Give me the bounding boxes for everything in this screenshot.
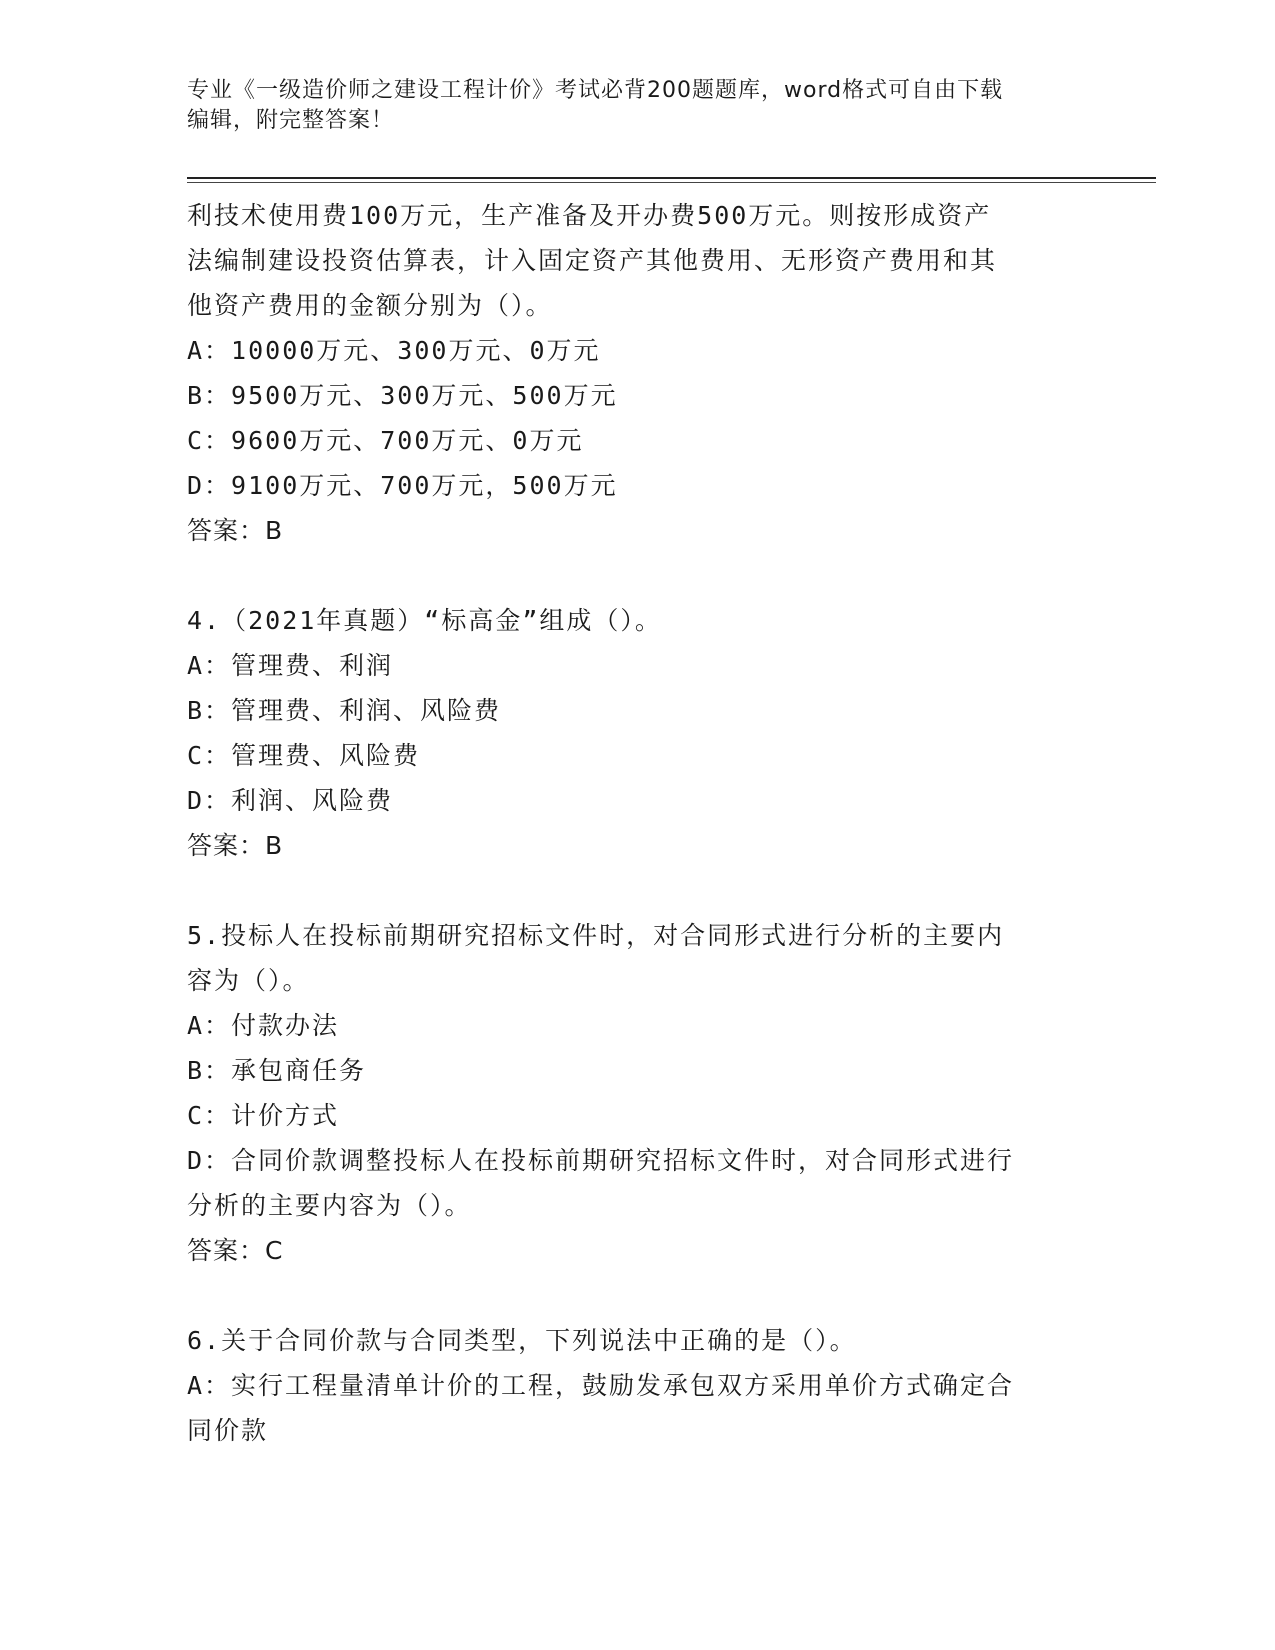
option-d: D：9100万元、700万元，500万元 xyxy=(187,471,618,500)
option-c: C：计价方式 xyxy=(187,1101,340,1130)
option-a: A：10000万元、300万元、0万元 xyxy=(187,336,601,365)
option-c: C：管理费、风险费 xyxy=(187,741,421,770)
option-b: B：承包商任务 xyxy=(187,1056,367,1085)
question-6 xyxy=(187,1318,1087,1453)
option-d: D：利润、风险费 xyxy=(187,786,394,815)
option-b: B：管理费、利润、风险费 xyxy=(187,696,502,725)
question-stem-line: 4.（2021年真题）“标高金”组成（）。 xyxy=(187,606,662,635)
header-divider-thin xyxy=(187,182,1156,183)
answer-label: 答案：B xyxy=(187,516,284,545)
question-stem-line: 他资产费用的金额分别为（）。 xyxy=(187,291,553,320)
header-divider-thick xyxy=(187,177,1156,179)
option-a: A：管理费、利润 xyxy=(187,651,394,680)
option-a: A：实行工程量清单计价的工程，鼓励发承包双方采用单价方式确定合 xyxy=(187,1371,1015,1400)
header-line-2: 编辑，附完整答案！ xyxy=(187,108,395,133)
question-3 xyxy=(187,193,1087,553)
spacer xyxy=(187,553,1087,598)
question-stem-line: 6.关于合同价款与合同类型，下列说法中正确的是（）。 xyxy=(187,1326,857,1355)
question-4 xyxy=(187,598,1087,868)
spacer xyxy=(187,1273,1087,1318)
option-d: D：合同价款调整投标人在投标前期研究招标文件时，对合同形式进行 xyxy=(187,1146,1015,1175)
question-stem-line: 容为（）。 xyxy=(187,966,310,995)
spacer xyxy=(187,868,1087,913)
answer-label: 答案：B xyxy=(187,831,284,860)
answer-label: 答案：C xyxy=(187,1236,284,1265)
option-b: B：9500万元、300万元、500万元 xyxy=(187,381,618,410)
option-d-continued: 分析的主要内容为（）。 xyxy=(187,1191,472,1220)
question-content xyxy=(187,193,1087,1453)
header-line-1: 专业《一级造价师之建设工程计价》考试必背200题题库，word格式可自由下载 xyxy=(187,78,1004,103)
question-stem-line: 利技术使用费100万元，生产准备及开办费500万元。则按形成资产 xyxy=(187,201,992,230)
question-stem-line: 法编制建设投资估算表，计入固定资产其他费用、无形资产费用和其 xyxy=(187,246,998,275)
option-a: A：付款办法 xyxy=(187,1011,340,1040)
option-c: C：9600万元、700万元、0万元 xyxy=(187,426,584,455)
question-stem-line: 5.投标人在投标前期研究招标文件时，对合同形式进行分析的主要内 xyxy=(187,921,1005,950)
question-5 xyxy=(187,913,1087,1273)
option-a-continued: 同价款 xyxy=(187,1416,269,1445)
document-header xyxy=(187,76,1087,136)
